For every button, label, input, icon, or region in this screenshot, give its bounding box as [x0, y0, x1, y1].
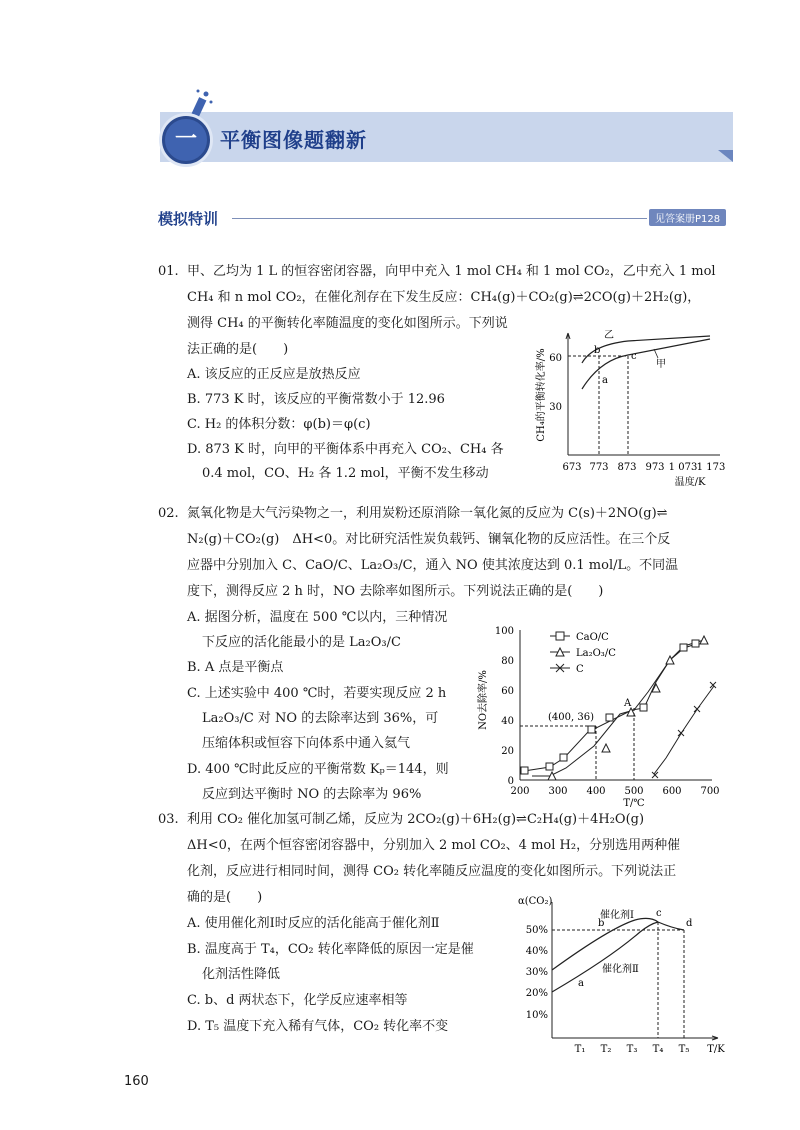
answer-reference-tag: 见答案册P128 [649, 209, 726, 226]
q1-option-d-cont: 0.4 mol，CO、H₂ 各 1.2 mol，平衡不发生移动 [202, 466, 489, 481]
q2-annotation: (400, 36) [548, 712, 594, 723]
q2-option-b[interactable]: B. A 点是平衡点 [187, 660, 284, 675]
q3-chart [500, 888, 735, 1068]
q1-ytick: 30 [549, 402, 562, 413]
q2-stem-line1: 氮氧化物是大气污染物之一，利用炭粉还原消除一氧化氮的反应为 C(s)＋2NO(g)⇌ [187, 506, 668, 521]
q2-ytick: 100 [494, 626, 514, 637]
q1-option-d[interactable]: D. 873 K 时，向甲的平衡体系中再充入 CO₂、CH₄ 各 [187, 442, 504, 457]
q1-xtick: 673 [562, 462, 582, 473]
q1-xtick: 773 [589, 462, 609, 473]
q1-chart [530, 325, 735, 495]
q1-xtick: 873 [617, 462, 637, 473]
q1-option-c[interactable]: C. H₂ 的体积分数：φ(b)＝φ(c) [187, 417, 371, 432]
q1-stem-line4: 法正确的是( ) [187, 342, 289, 357]
q3-point-b: b [598, 918, 605, 929]
q3-chart-xlabel: T/K [707, 1044, 725, 1055]
banner-fold [718, 150, 733, 162]
q1-stem-line2: CH₄ 和 n mol CO₂，在催化剂存在下发生反应：CH₄(g)＋CO₂(g)⇌2CO(g)＋2H₂(g)， [187, 290, 701, 305]
q3-stem-line4: 确的是( ) [187, 890, 263, 905]
q3-option-a[interactable]: A. 使用催化剂Ⅰ时反应的活化能高于催化剂Ⅱ [187, 916, 440, 931]
q3-ytick: 10% [525, 1010, 548, 1021]
q1-xtick: 1 073 [668, 462, 698, 473]
q2-option-d[interactable]: D. 400 ℃时此反应的平衡常数 Kₚ＝144，则 [187, 762, 449, 777]
q3-number: 03. [158, 812, 179, 827]
q2-option-c-cont2: 压缩体积或恒容下向体系中通入氦气 [202, 736, 411, 751]
q1-curve-yi [582, 336, 710, 363]
q2-option-d-cont: 反应到达平衡时 NO 的去除率为 96% [202, 787, 422, 802]
q2-xtick: 500 [624, 786, 644, 797]
q2-xtick: 300 [548, 786, 568, 797]
q2-ytick: 60 [501, 686, 514, 697]
q2-legend-c: C [576, 664, 584, 675]
q1-stem-line3: 测得 CH₄ 的平衡转化率随温度的变化如图所示。下列说 [187, 316, 508, 331]
q1-point-b: b [594, 345, 601, 356]
q3-point-a: a [578, 978, 584, 989]
q2-chart-ylabel: NO去除率/% [478, 670, 489, 730]
q1-option-b[interactable]: B. 773 K 时，该反应的平衡常数小于 12.96 [187, 392, 445, 407]
q2-ytick: 80 [501, 656, 514, 667]
q3-ytick: 40% [525, 946, 548, 957]
q3-stem-line3: 化剂，反应进行相同时间，测得 CO₂ 转化率随反应温度的变化如图所示。下列说法正 [187, 864, 677, 879]
q3-curve-cat2 [552, 922, 658, 992]
q2-ytick: 40 [501, 716, 514, 727]
q3-xtick: T₂ [600, 1044, 612, 1055]
q2-legend-la2o3: La₂O₃/C [576, 648, 616, 659]
q2-option-c[interactable]: C. 上述实验中 400 ℃时，若要实现反应 2 h [187, 686, 447, 701]
q3-curve-cat1 [552, 918, 684, 970]
q3-option-d[interactable]: D. T₅ 温度下充入稀有气体，CO₂ 转化率不变 [187, 1019, 449, 1034]
q1-number: 01. [158, 264, 179, 279]
chapter-title: 平衡图像题翻新 [220, 128, 367, 152]
q2-option-a-cont: 下反应的活化能最小的是 La₂O₃/C [202, 635, 401, 650]
q2-stem-line2: N₂(g)＋CO₂(g) ΔH<0。对比研究活性炭负载钙、镧氧化物的反应活性。在三个反 [187, 532, 671, 547]
q2-number: 02. [158, 506, 179, 521]
q1-chart-ylabel: CH₄的平衡转化率/% [536, 348, 547, 442]
q1-point-a: a [602, 375, 608, 386]
q2-option-c-cont: La₂O₃/C 对 NO 的去除率达到 36%，可 [202, 711, 439, 726]
page-number: 160 [124, 1074, 149, 1089]
q3-option-c[interactable]: C. b、d 两状态下，化学反应速率相等 [187, 993, 408, 1008]
q2-chart-xlabel: T/℃ [623, 798, 645, 809]
q1-option-a[interactable]: A. 该反应的正反应是放热反应 [187, 367, 361, 382]
q1-label-yi: 乙 [604, 330, 614, 341]
q2-chart [472, 620, 737, 810]
q3-ytick: 30% [525, 967, 548, 978]
q3-option-b[interactable]: B. 温度高于 T₄，CO₂ 转化率降低的原因一定是催 [187, 942, 474, 957]
section-divider [232, 218, 647, 219]
q2-xtick: 400 [586, 786, 606, 797]
q3-option-b-cont: 化剂活性降低 [202, 967, 281, 982]
q1-chart-xlabel: 温度/K [674, 477, 706, 488]
q3-point-c: c [656, 908, 662, 919]
q1-xtick: 973 [645, 462, 665, 473]
q3-ytick: 20% [525, 988, 548, 999]
q2-xtick: 700 [700, 786, 720, 797]
q2-point-a: A [624, 698, 632, 709]
q3-label-cat1: 催化剂Ⅰ [600, 910, 634, 921]
q2-stem-line4: 度下，测得反应 2 h 时，NO 去除率如图所示。下列说法正确的是( ) [187, 584, 604, 599]
q3-point-d: d [686, 918, 693, 929]
section-title: 模拟特训 [158, 210, 219, 228]
q2-ytick: 0 [507, 776, 514, 787]
q3-xtick: T₃ [626, 1044, 638, 1055]
q3-ytick: 50% [525, 925, 548, 936]
q2-xtick: 200 [510, 786, 530, 797]
q2-series-la2o3 [532, 640, 704, 776]
q2-stem-line3: 应器中分别加入 C、CaO/C、La₂O₃/C，通入 NO 使其浓度达到 0.1 mol/L。不同温 [187, 558, 679, 573]
q2-ytick: 20 [501, 746, 514, 757]
q2-legend-cao: CaO/C [576, 632, 609, 643]
q3-chart-ylabel: α(CO₂) [518, 896, 553, 907]
q1-point-c: c [631, 351, 637, 362]
q1-label-jia: 甲 [656, 359, 666, 370]
q3-xtick: T₁ [574, 1044, 586, 1055]
q3-xtick: T₄ [652, 1044, 664, 1055]
q3-xtick: T₅ [678, 1044, 690, 1055]
q3-stem-line1: 利用 CO₂ 催化加氢可制乙烯，反应为 2CO₂(g)＋6H₂(g)⇌C₂H₄(g)＋4H₂O(g) [187, 812, 645, 827]
q2-option-a[interactable]: A. 据图分析，温度在 500 ℃以内，三种情况 [187, 610, 448, 625]
q1-xtick: 1 173 [696, 462, 726, 473]
q2-xtick: 600 [662, 786, 682, 797]
q3-label-cat2: 催化剂Ⅱ [602, 964, 639, 975]
q1-stem-line1: 甲、乙均为 1 L 的恒容密闭容器，向甲中充入 1 mol CH₄ 和 1 mol CO₂，乙中充入 1 mol [187, 264, 716, 279]
chapter-badge: 一 [162, 116, 210, 164]
q1-ytick: 60 [549, 353, 562, 364]
q3-stem-line2: ΔH<0，在两个恒容密闭容器中，分别加入 2 mol CO₂、4 mol H₂，分别选用两种催 [187, 838, 681, 853]
